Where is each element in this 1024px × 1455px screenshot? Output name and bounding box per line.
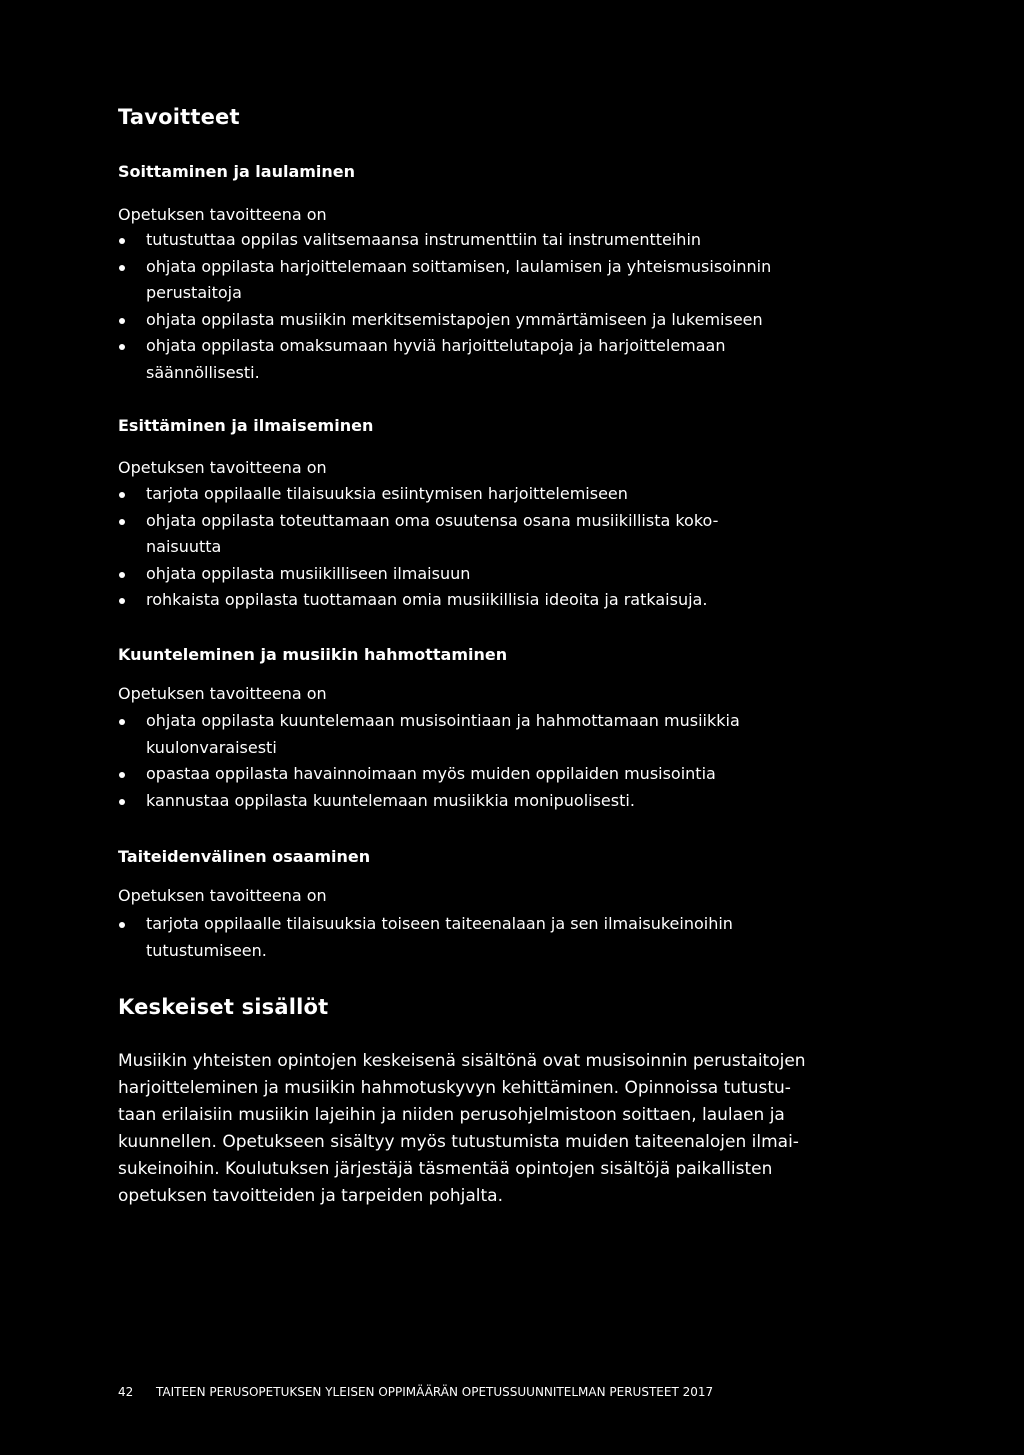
paragraph-line: opetuksen tavoitteiden ja tarpeiden pohjalta. [118,1186,503,1206]
heading-content: Keskeiset sisällöt [118,995,329,1019]
list-item-text: kannustaa oppilasta kuuntelemaan musiikkia monipuolisesti. [146,790,635,810]
list-item-text: naisuutta [146,537,222,556]
list-item-text: ohjata oppilasta musiikin merkitsemistapojen ymmärtämiseen ja lukemiseen [146,309,763,329]
list-item-text: tarjota oppilaalle tilaisuuksia toiseen taiteenalaan ja sen ilmaisukeinoihin [146,914,733,933]
footer-title: TAITEEN PERUSOPETUKSEN YLEISEN OPPIMÄÄRÄN OPETUSSUUNNITELMAN PERUSTEET 2017 [156,1385,714,1399]
bullet-icon [119,922,125,928]
bullet-icon [119,492,125,498]
bullet-icon [119,598,125,604]
list-item-text: rohkaista oppilasta tuottamaan omia musiikillisia ideoita ja ratkaisuja. [146,590,708,609]
list-item-text: ohjata oppilasta musiikilliseen ilmaisuun [146,563,471,583]
list-item [118,508,858,561]
list-item [118,333,858,386]
bullet-list [118,481,858,614]
paragraph-line: kuunnellen. Opetukseen sisältyy myös tutustumista muiden taiteenalojen ilmai- [118,1132,799,1152]
page-number: 42 [118,1385,134,1399]
section-title: Taiteidenvälinen osaaminen [118,847,371,866]
page-footer [118,1384,713,1400]
heading-goals: Tavoitteet [118,105,240,129]
list-item-text: opastaa oppilasta havainnoimaan myös muiden oppilaiden musisointia [146,764,716,783]
section-intro: Opetuksen tavoitteena on [118,684,327,703]
list-item [118,761,858,788]
content-paragraph [118,1048,806,1210]
section-intro: Opetuksen tavoitteena on [118,886,327,905]
bullet-list [118,227,858,386]
list-item [118,307,858,334]
list-item-text: tutustumiseen. [146,940,267,960]
list-item-text: tutustuttaa oppilas valitsemaansa instrumenttiin tai instrumentteihin [146,230,702,249]
list-item-text: perustaitoja [146,283,242,302]
list-item-text: ohjata oppilasta kuuntelemaan musisointiaan ja hahmottamaan musiikkia [146,711,740,730]
list-item [118,587,858,614]
section-intro: Opetuksen tavoitteena on [118,458,327,477]
bullet-icon [119,572,125,578]
bullet-list [118,911,858,964]
paragraph-line: taan erilaisiin musiikin lajeihin ja niiden perusohjelmistoon soittaen, laulaen ja [118,1105,785,1125]
list-item-text: tarjota oppilaalle tilaisuuksia esiintymisen harjoittelemiseen [146,484,628,503]
bullet-icon [119,318,125,324]
list-item-text: kuulonvaraisesti [146,737,277,757]
list-item [118,254,858,307]
list-item-text: ohjata oppilasta harjoittelemaan soittamisen, laulamisen ja yhteismusisoinnin [146,256,772,276]
list-item-text: ohjata oppilasta omaksumaan hyviä harjoittelutapoja ja harjoittelemaan [146,336,726,355]
paragraph-line: harjoitteleminen ja musiikin hahmotuskyvyn kehittäminen. Opinnoissa tutustu- [118,1078,791,1098]
list-item [118,561,858,588]
bullet-icon [119,799,125,805]
bullet-icon [119,519,125,525]
bullet-icon [119,238,125,244]
bullet-icon [119,344,125,350]
paragraph-line: sukeinoihin. Koulutuksen järjestäjä täsmentää opintojen sisältöjä paikallisten [118,1159,773,1179]
section-title: Kuunteleminen ja musiikin hahmottaminen [118,645,508,664]
bullet-icon [119,772,125,778]
list-item [118,708,858,761]
bullet-icon [119,719,125,725]
list-item-text: ohjata oppilasta toteuttamaan oma osuutensa osana musiikillista koko- [146,510,719,530]
list-item [118,911,858,964]
list-item [118,227,858,254]
section-intro: Opetuksen tavoitteena on [118,205,327,224]
bullet-list [118,708,858,814]
section-title: Esittäminen ja ilmaiseminen [118,416,374,435]
bullet-icon [119,265,125,271]
paragraph-line: Musiikin yhteisten opintojen keskeisenä sisältönä ovat musisoinnin perustaitojen [118,1051,806,1071]
list-item [118,481,858,508]
list-item-text: säännöllisesti. [146,362,260,382]
section-title: Soittaminen ja laulaminen [118,162,356,181]
list-item [118,788,858,815]
